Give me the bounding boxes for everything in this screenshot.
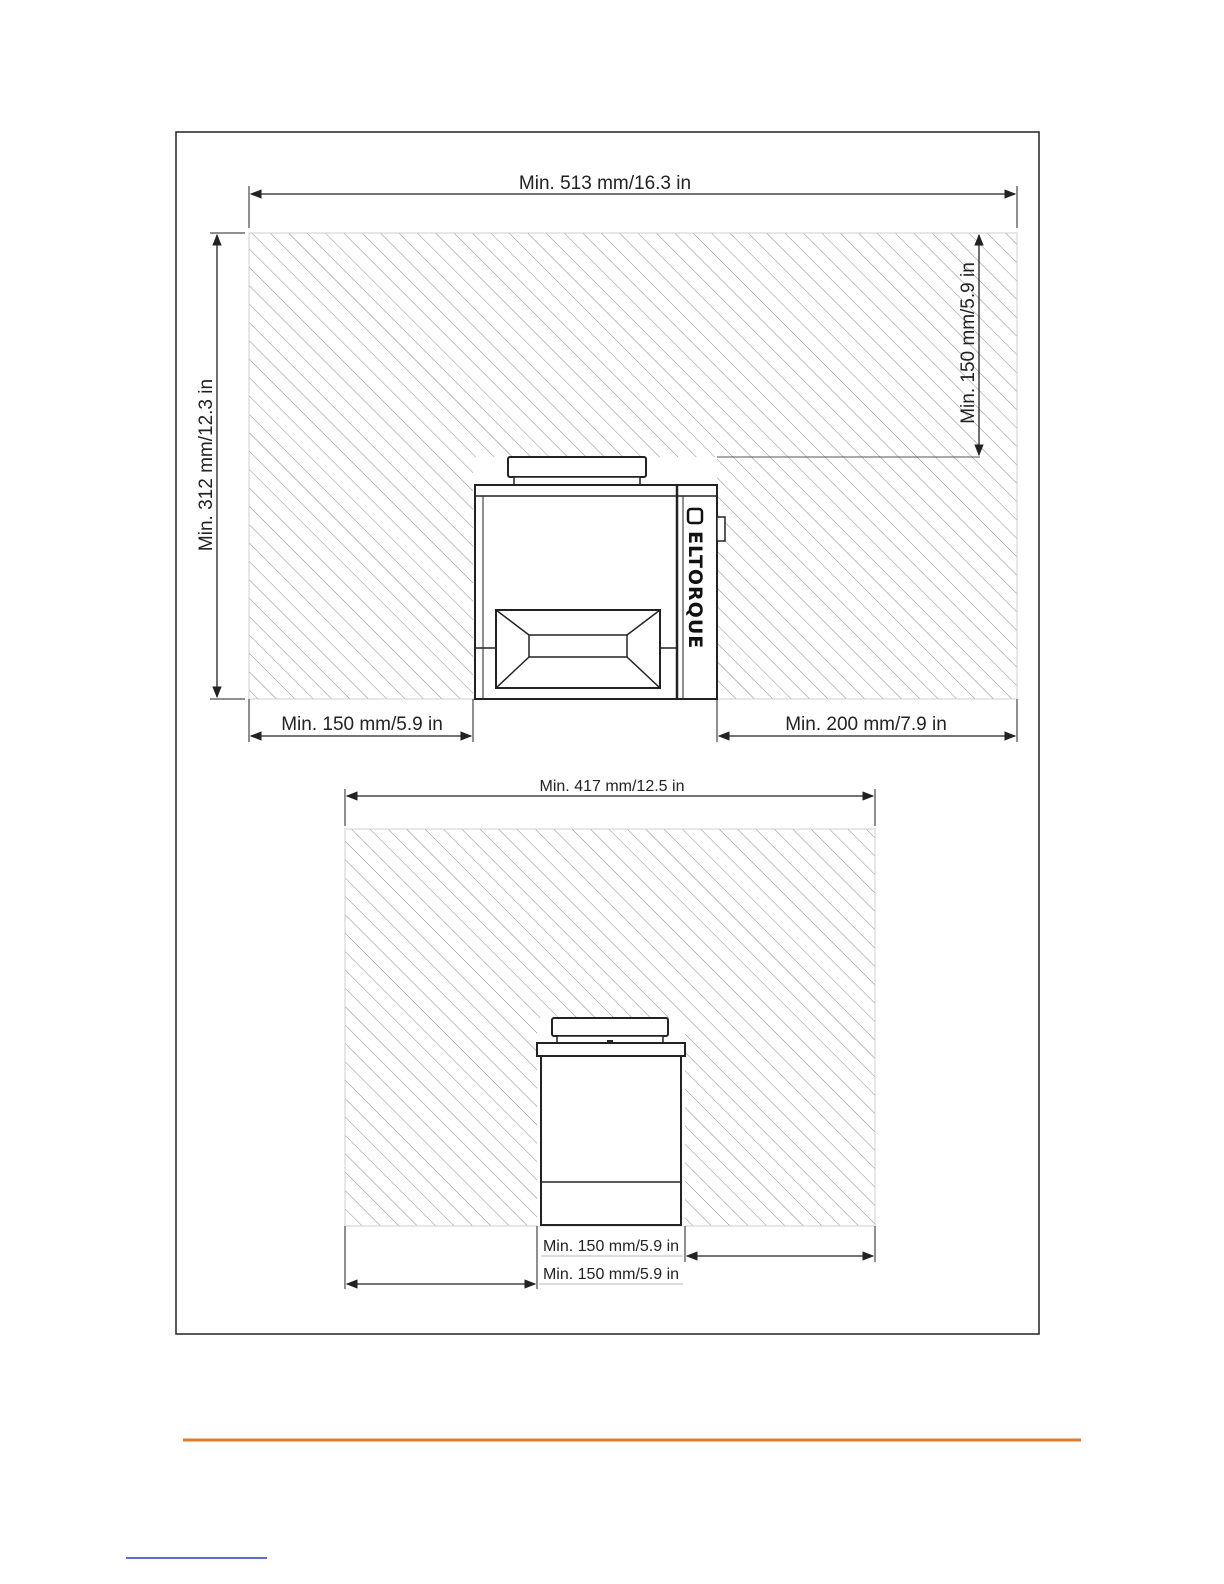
front-width-label: Min. 417 mm/12.5 in	[539, 778, 685, 795]
left-clearance-label: Min. 150 mm/5.9 in	[281, 714, 443, 735]
device-front-view	[537, 1018, 685, 1225]
front-right-clearance-label: Min. 150 mm/5.9 in	[542, 1238, 680, 1255]
right-clearance-label: Min. 200 mm/7.9 in	[785, 714, 947, 735]
clearance-zone-left	[249, 233, 473, 699]
svg-text:ELTORQUE: ELTORQUE	[684, 531, 706, 650]
top-clearance-label: Min. 150 mm/5.9 in	[958, 262, 979, 424]
clearance-zone-top	[473, 233, 1017, 457]
clearance-zone-right	[717, 457, 1017, 699]
front-left-clearance-label: Min. 150 mm/5.9 in	[542, 1266, 680, 1283]
device-top-view	[475, 457, 725, 699]
height-label: Min. 312 mm/12.3 in	[196, 378, 217, 552]
brand-logo	[684, 509, 706, 649]
front-view	[345, 778, 875, 1289]
width-label: Min. 513 mm/16.3 in	[518, 173, 692, 194]
top-view	[196, 173, 1017, 742]
